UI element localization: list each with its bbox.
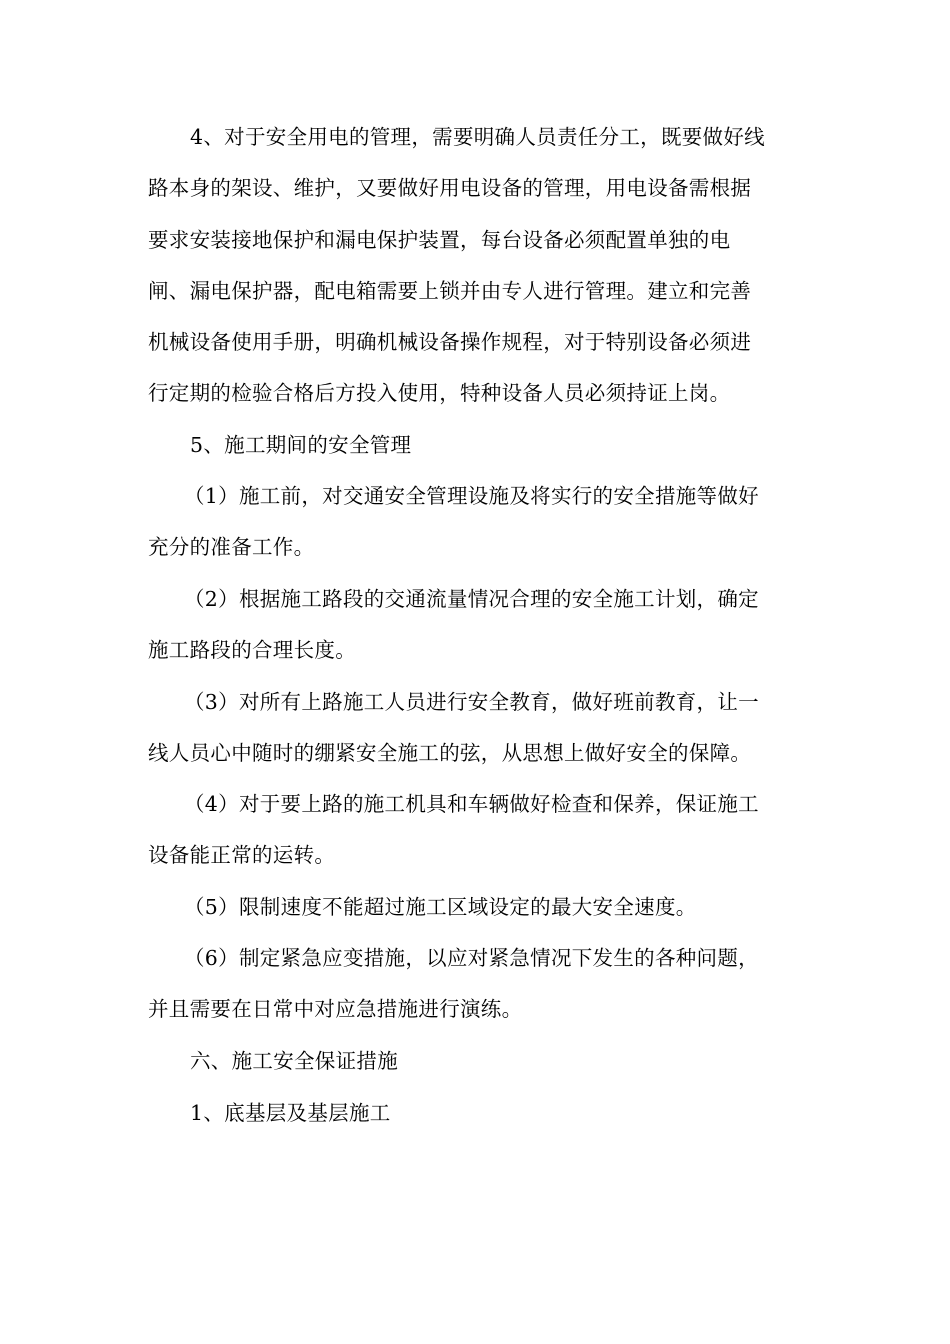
- text-line: 充分的准备工作。: [148, 535, 315, 560]
- list-item-6: [148, 933, 810, 1036]
- list-item-4: [148, 779, 810, 882]
- text-line: 并且需要在日常中对应急措施进行演练。: [148, 997, 523, 1022]
- text-line: （4）对于要上路的施工机具和车辆做好检查和保养，保证施工: [184, 792, 759, 816]
- text-line: 4、对于安全用电的管理，需要明确人员责任分工，既要做好线: [190, 125, 765, 149]
- subsection-heading-base-course: [148, 1088, 810, 1139]
- text-line: （6）制定紧急应变措施，以应对紧急情况下发生的各种问题，: [184, 946, 759, 970]
- heading-construction-safety: [148, 420, 810, 471]
- list-item-1: [148, 471, 810, 574]
- section-heading-safety-measures: [148, 1036, 810, 1087]
- text-line: 施工路段的合理长度。: [148, 638, 356, 663]
- paragraph-electrical-safety: [148, 112, 810, 420]
- text-line: 线人员心中随时的绷紧安全施工的弦，从思想上做好安全的保障。: [148, 741, 752, 766]
- text-line: （5）限制速度不能超过施工区域设定的最大安全速度。: [184, 895, 697, 919]
- list-item-3: [148, 677, 810, 780]
- text-line: （3）对所有上路施工人员进行安全教育，做好班前教育，让一: [184, 690, 759, 714]
- text-line: （1）施工前，对交通安全管理设施及将实行的安全措施等做好: [184, 484, 759, 508]
- list-item-5: [148, 882, 810, 933]
- text-line: 1、底基层及基层施工: [190, 1101, 391, 1125]
- list-item-2: [148, 574, 810, 677]
- text-line: 设备能正常的运转。: [148, 843, 336, 868]
- text-line: 要求安装接地保护和漏电保护装置，每台设备必须配置单独的电: [148, 227, 731, 252]
- text-line: 5、施工期间的安全管理: [190, 433, 412, 457]
- text-line: 机械设备使用手册，明确机械设备操作规程，对于特别设备必须进: [148, 330, 752, 355]
- text-line: （2）根据施工路段的交通流量情况合理的安全施工计划，确定: [184, 587, 759, 611]
- text-line: 六、施工安全保证措施: [190, 1049, 398, 1073]
- text-line: 闸、漏电保护器，配电箱需要上锁并由专人进行管理。建立和完善: [148, 278, 752, 303]
- text-line: 路本身的架设、维护，又要做好用电设备的管理，用电设备需根据: [148, 176, 752, 201]
- text-line: 行定期的检验合格后方投入使用，特种设备人员必须持证上岗。: [148, 381, 731, 406]
